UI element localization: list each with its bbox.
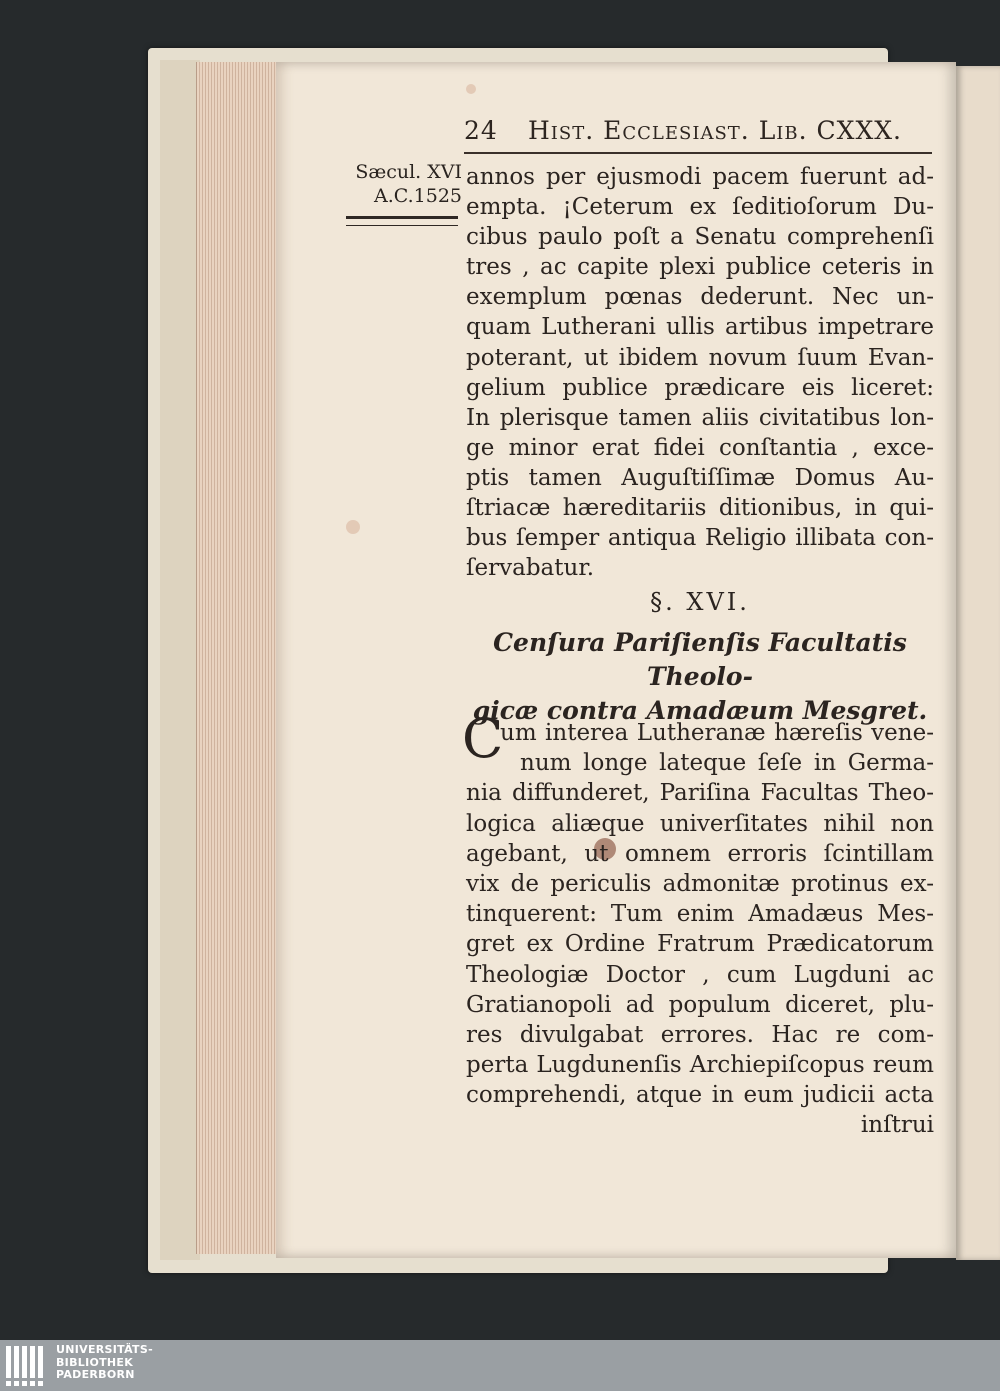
margin-rule — [346, 216, 458, 226]
text-line: perta Lugdunenſis Archiepiſcopus reum — [466, 1052, 934, 1079]
text-line: logica aliæque univerſitates nihil non — [466, 810, 934, 837]
text-line: quam Lutherani ullis artibus impetrare — [466, 314, 934, 341]
text-line: gret ex Ordine Fratrum Prædicatorum — [466, 931, 934, 958]
text-line: poterant, ut ibidem novum ſuum Evan- — [466, 344, 934, 371]
text-line: comprehendi, atque in eum judicii acta — [466, 1082, 934, 1109]
text-line: gelium publice prædicare eis liceret: — [466, 374, 934, 401]
library-name-line: BIBLIOTHEK — [56, 1355, 134, 1369]
library-name — [56, 1344, 153, 1382]
paragraph-1 — [466, 162, 934, 583]
text-line: ſervabatur. — [466, 555, 595, 582]
paper-spot — [346, 520, 360, 534]
paragraph-2 — [466, 718, 934, 1141]
text-line: agebant, ut omnem erroris ſcintillam — [466, 840, 934, 867]
section-title-line: Cenſura Pariſienſis Facultatis Theolo- — [493, 628, 907, 691]
margin-note-century: Sæcul. XVI — [355, 161, 462, 183]
section-title — [466, 626, 934, 728]
page-edges — [196, 62, 279, 1254]
text-line: Gratianopoli ad populum diceret, plu- — [466, 991, 934, 1018]
page-number: 24 — [464, 116, 498, 145]
page-header — [464, 112, 932, 154]
text-line: vix de periculis admonitæ protinus ex- — [466, 870, 934, 897]
text-line: exemplum pœnas dederunt. Nec un- — [466, 284, 934, 311]
running-title: Hist. Ecclesiast. Lib. CXXX. — [528, 116, 903, 145]
text-line: res divulgabat errores. Hac re com- — [466, 1021, 934, 1048]
text-line: empta. ¡Ceterum ex ſeditioſorum Du- — [466, 194, 934, 221]
paper-spot — [466, 84, 476, 94]
text-line: ge minor erat fidei conſtantia , exce- — [466, 434, 934, 461]
text-line: bus ſemper antiqua Religio illibata con- — [466, 525, 934, 552]
margin-note-year: A.C.1525 — [373, 185, 462, 207]
library-logo-icon — [4, 1344, 48, 1388]
text-line: num longe lateque ſeſe in Germa- — [520, 750, 934, 777]
catchword: inſtrui — [860, 1112, 934, 1139]
section-title-line: gicæ contra Amadæum Mesgret. — [472, 696, 928, 725]
text-line: Theologiæ Doctor , cum Lugduni ac — [466, 961, 934, 988]
text-line: um interea Lutheranæ hæreſis vene- — [500, 720, 934, 746]
facing-page-edge — [956, 66, 1000, 1260]
text-line: tinquerent: Tum enim Amadæus Mes- — [466, 901, 934, 928]
book-board — [160, 60, 200, 1260]
library-name-line: PADERBORN — [56, 1368, 135, 1381]
library-name-line: UNIVERSITÄTS- — [56, 1343, 153, 1356]
text-line: tres , ac capite plexi publice ceteris in — [466, 254, 934, 281]
text-line: annos per ejusmodi pacem fuerunt ad- — [466, 164, 934, 190]
drop-cap: C — [462, 707, 504, 770]
text-line: nia diffunderet, Pariſina Facultas Theo- — [466, 780, 934, 807]
section-number: §. XVI. — [650, 588, 750, 616]
margin-note — [338, 160, 462, 208]
text-line: ſtriacæ hæreditariis ditionibus, in qui- — [466, 495, 934, 522]
text-line: ptis tamen Auguſtiſſimæ Domus Au- — [466, 464, 934, 491]
text-line: In plerisque tamen aliis civitatibus lon- — [466, 404, 934, 431]
library-footer — [0, 1340, 1000, 1391]
text-line: cibus paulo poſt a Senatu comprehenſi — [466, 224, 934, 251]
